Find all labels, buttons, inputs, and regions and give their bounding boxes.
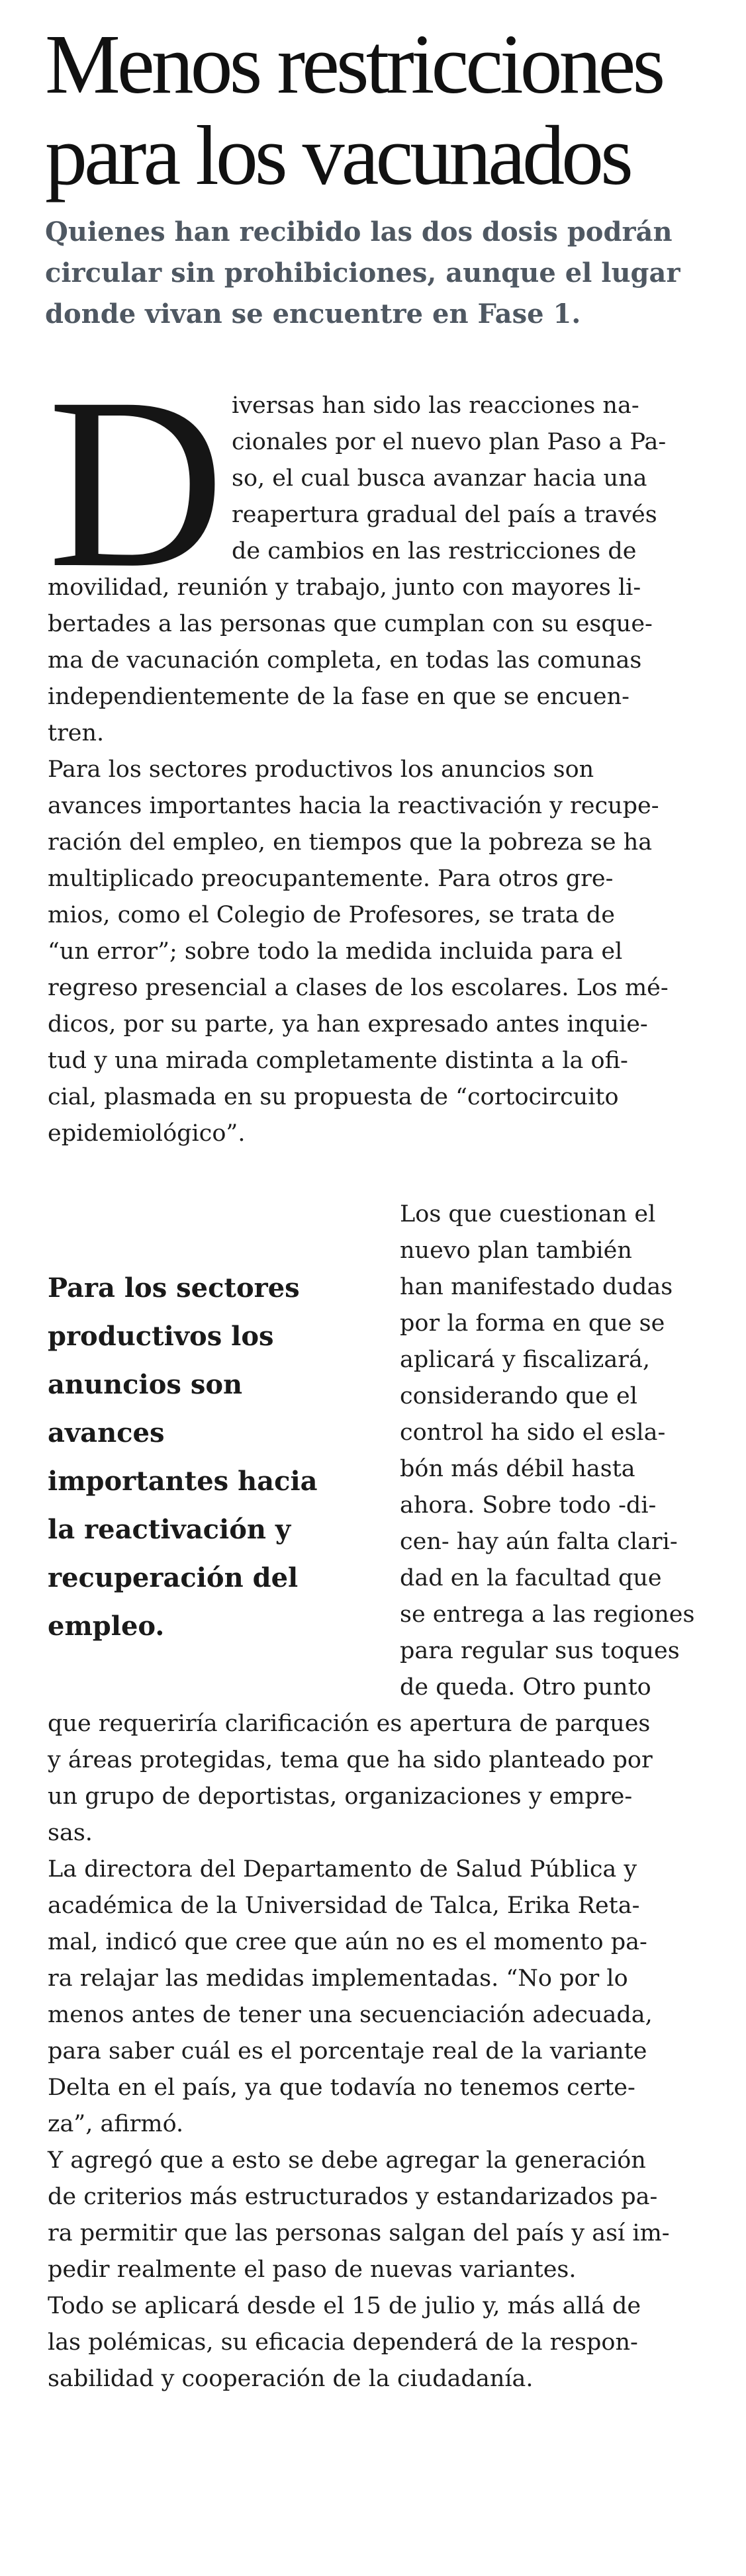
body-line: movilidad, reunión y trabajo, junto con mayores li-	[48, 574, 641, 601]
body-line: epidemiológico”.	[48, 1120, 246, 1147]
paragraph-3-narrow-column	[400, 1196, 718, 1706]
headline	[45, 19, 720, 201]
pull-quote-line: recuperación del	[48, 1562, 299, 1593]
body-line: ración del empleo, en tiempos que la pobreza se ha	[48, 829, 653, 856]
headline-line: Menos restricciones	[45, 17, 663, 111]
headline-line: para los vacunados	[45, 109, 630, 202]
body-line: Para los sectores productivos los anuncios son	[48, 756, 594, 783]
body-line: han manifestado dudas	[400, 1274, 673, 1300]
dropcap-paragraph-lines	[232, 388, 715, 570]
body-line: so, el cual busca avanzar hacia una	[232, 465, 647, 492]
body-line: multiplicado preocupantemente. Para otros gre-	[48, 866, 614, 892]
body-line: de cambios en las restricciones de	[232, 538, 637, 564]
body-line: para saber cuál es el porcentaje real de la variante	[48, 2038, 647, 2065]
body-line: las polémicas, su eficacia dependerá de la respon-	[48, 2329, 638, 2356]
body-line: Todo se aplicará desde el 15 de julio y, más allá de	[48, 2293, 641, 2319]
body-line: nuevo plan también	[400, 1237, 632, 1264]
drop-cap: D	[48, 347, 225, 619]
body-line: reapertura gradual del país a través	[232, 502, 657, 528]
body-line: Delta en el país, ya que todavía no tenemos certe-	[48, 2074, 635, 2101]
paragraph-5	[48, 2143, 710, 2288]
body-line: dicos, por su parte, ya han expresado antes inquie-	[48, 1011, 648, 1038]
body-line: aplicará y fiscalizará,	[400, 1347, 650, 1373]
body-line: ra permitir que las personas salgan del país y así im-	[48, 2220, 670, 2246]
pull-quote-line: productivos los	[48, 1321, 274, 1352]
body-line: bón más débil hasta	[400, 1456, 635, 1482]
paragraph-6	[48, 2288, 710, 2397]
pull-quote-line: avances	[48, 1417, 165, 1448]
body-line: ma de vacunación completa, en todas las comunas	[48, 647, 642, 674]
subheadline-line: circular sin prohibiciones, aunque el lugar	[45, 257, 680, 289]
paragraph-2	[48, 752, 710, 1152]
body-line: mios, como el Colegio de Profesores, se trata de	[48, 902, 615, 928]
body-line: Los que cuestionan el	[400, 1201, 656, 1227]
body-line: tud y una mirada completamente distinta a la ofi-	[48, 1047, 628, 1074]
body-line: avances importantes hacia la reactivación y recupe-	[48, 793, 659, 819]
paragraph-1-continued	[48, 570, 710, 752]
pull-quote-line: Para los sectores	[48, 1272, 300, 1304]
subheadline-line: Quienes han recibido las dos dosis podrán	[45, 216, 673, 247]
body-line: sas.	[48, 1820, 93, 1846]
body-line: académica de la Universidad de Talca, Erika Reta-	[48, 1892, 640, 1919]
pull-quote-line: anuncios son	[48, 1369, 243, 1400]
body-line: tren.	[48, 720, 105, 746]
body-line: para regular sus toques	[400, 1638, 680, 1664]
body-line: control ha sido el esla-	[400, 1419, 666, 1446]
body-line: de criterios más estructurados y estandarizados pa-	[48, 2184, 658, 2210]
body-line: dad en la facultad que	[400, 1565, 662, 1591]
body-line: Y agregó que a esto se debe agregar la generación	[48, 2147, 646, 2174]
body-line: bertades a las personas que cumplan con su esque-	[48, 611, 653, 637]
body-line: ra relajar las medidas implementadas. “No por lo	[48, 1965, 628, 1992]
body-line: un grupo de deportistas, organizaciones y empre-	[48, 1783, 633, 1810]
pull-quote-line: empleo.	[48, 1611, 165, 1642]
body-line: “un error”; sobre todo la medida incluida para el	[48, 938, 623, 965]
body-line: menos antes de tener una secuenciación adecuada,	[48, 2002, 653, 2028]
subheadline	[45, 212, 714, 335]
paragraph-4	[48, 1851, 710, 2143]
body-line: independientemente de la fase en que se encuen-	[48, 684, 629, 710]
body-line: mal, indicó que cree que aún no es el momento pa-	[48, 1929, 647, 1955]
body-line: se entrega a las regiones	[400, 1601, 695, 1628]
body-line: de queda. Otro punto	[400, 1674, 651, 1701]
body-line: cionales por el nuevo plan Paso a Pa-	[232, 429, 667, 455]
body-line: regreso presencial a clases de los escolares. Los mé-	[48, 975, 669, 1001]
body-line: por la forma en que se	[400, 1310, 665, 1337]
body-line: iversas han sido las reacciones na-	[232, 392, 639, 419]
pull-quote	[48, 1264, 359, 1650]
pull-quote-line: importantes hacia	[48, 1466, 318, 1497]
body-line: za”, afirmó.	[48, 2111, 184, 2137]
body-line: ahora. Sobre todo -di-	[400, 1492, 657, 1519]
body-line: cial, plasmada en su propuesta de “cortocircuito	[48, 1084, 619, 1110]
subheadline-line: donde vivan se encuentre en Fase 1.	[45, 298, 581, 330]
body-line: que requeriría clarificación es apertura de parques	[48, 1710, 651, 1737]
body-line: pedir realmente el paso de nuevas variantes.	[48, 2256, 577, 2283]
body-line: considerando que el	[400, 1383, 637, 1409]
body-line: sabilidad y cooperación de la ciudadanía.	[48, 2366, 534, 2392]
paragraph-3-continued	[48, 1706, 710, 1851]
body-line: cen- hay aún falta clari-	[400, 1529, 678, 1555]
body-line: La directora del Departamento de Salud Pública y	[48, 1856, 637, 1883]
pull-quote-line: la reactivación y	[48, 1514, 291, 1545]
body-line: y áreas protegidas, tema que ha sido planteado por	[48, 1747, 653, 1773]
